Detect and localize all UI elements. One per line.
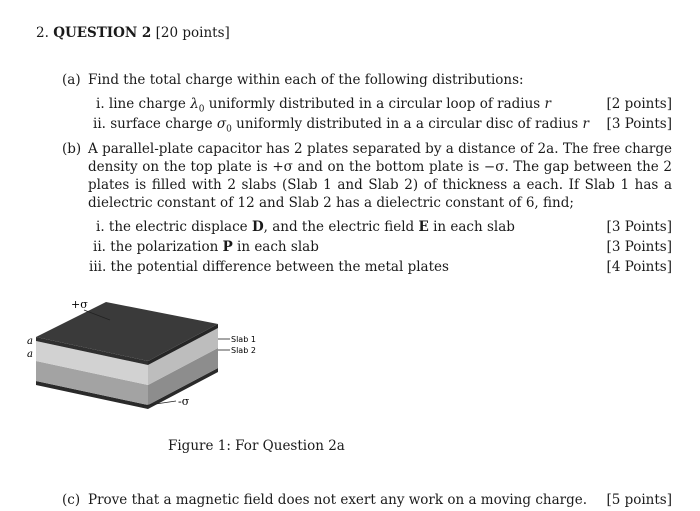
question-number: 2. [36,25,49,41]
item-text: the electric displace [108,219,252,235]
item-number: ii. [93,116,106,132]
lambda-symbol: λ [190,96,199,112]
part-b-item-3-points: [4 Points] [606,259,672,275]
part-a-item-2 [93,115,589,139]
sigma-symbol: σ [216,116,227,132]
plus-sigma-label: +σ [71,298,88,311]
item-text: in each slab [428,219,515,235]
item-number: i. [96,96,105,112]
item-number: i. [96,219,105,235]
item-text: surface charge [110,116,217,132]
thickness-label-2: a [27,349,33,360]
vector-E: E [418,219,429,235]
part-b-item-1 [96,218,515,236]
item-number: ii. [93,239,106,255]
item-text: line charge [108,96,191,112]
radius-var: r [582,116,589,132]
minus-sigma-label: -σ [178,395,190,408]
part-a-item-1-points: [2 points] [606,96,672,112]
slab-2-label: Slab 2 [231,346,256,355]
item-text: uniformly distributed in a a circular disc of radius [231,116,583,132]
part-a-item-2-points: [3 Points] [606,116,672,132]
part-c-text: Prove that a magnetic field does not exert any work on a moving charge. [88,492,587,508]
item-text: uniformly distributed in a circular loop of radius [204,96,545,112]
figure-caption: Figure 1: For Question 2a [168,438,345,454]
part-b-item-2 [93,238,319,256]
part-b-item-2-points: [3 Points] [606,239,672,255]
part-c-points: [5 points] [606,492,672,508]
question-points: [20 points] [155,25,230,41]
subscript: 0 [226,124,232,135]
item-text: , and the electric field [263,219,419,235]
part-b-text: A parallel-plate capacitor has 2 plates separated by a distance of 2a. The free charge density on the top plate is +σ and on the bottom plate is −σ. The gap between the 2 plates is filled with 2 slabs (Slab 1 and Slab 2) of thickness a each. If Slab 1 has a dielectric constant of 12 and Slab 2 has a dielectric constant of 6, find; [88,141,672,211]
part-b-item-1-points: [3 Points] [606,219,672,235]
part-b-item-3 [89,258,449,276]
vector-P: P [222,239,233,255]
question-header [36,24,230,42]
vector-D: D [251,219,264,235]
slab-1-label: Slab 1 [231,335,256,344]
thickness-label-1: a [27,336,33,347]
part-a-label: (a) [62,72,81,88]
item-text: in each slab [232,239,319,255]
part-c-label: (c) [62,492,81,508]
capacitor-figure [20,292,280,417]
radius-var: r [544,96,551,112]
item-text: the polarization [110,239,223,255]
item-number: iii. [89,259,107,275]
item-text: the potential difference between the metal plates [110,259,449,275]
part-b-label: (b) [62,141,82,157]
question-title: QUESTION 2 [53,25,152,41]
part-a-intro: Find the total charge within each of the following distributions: [88,72,524,88]
subscript: 0 [198,104,205,115]
